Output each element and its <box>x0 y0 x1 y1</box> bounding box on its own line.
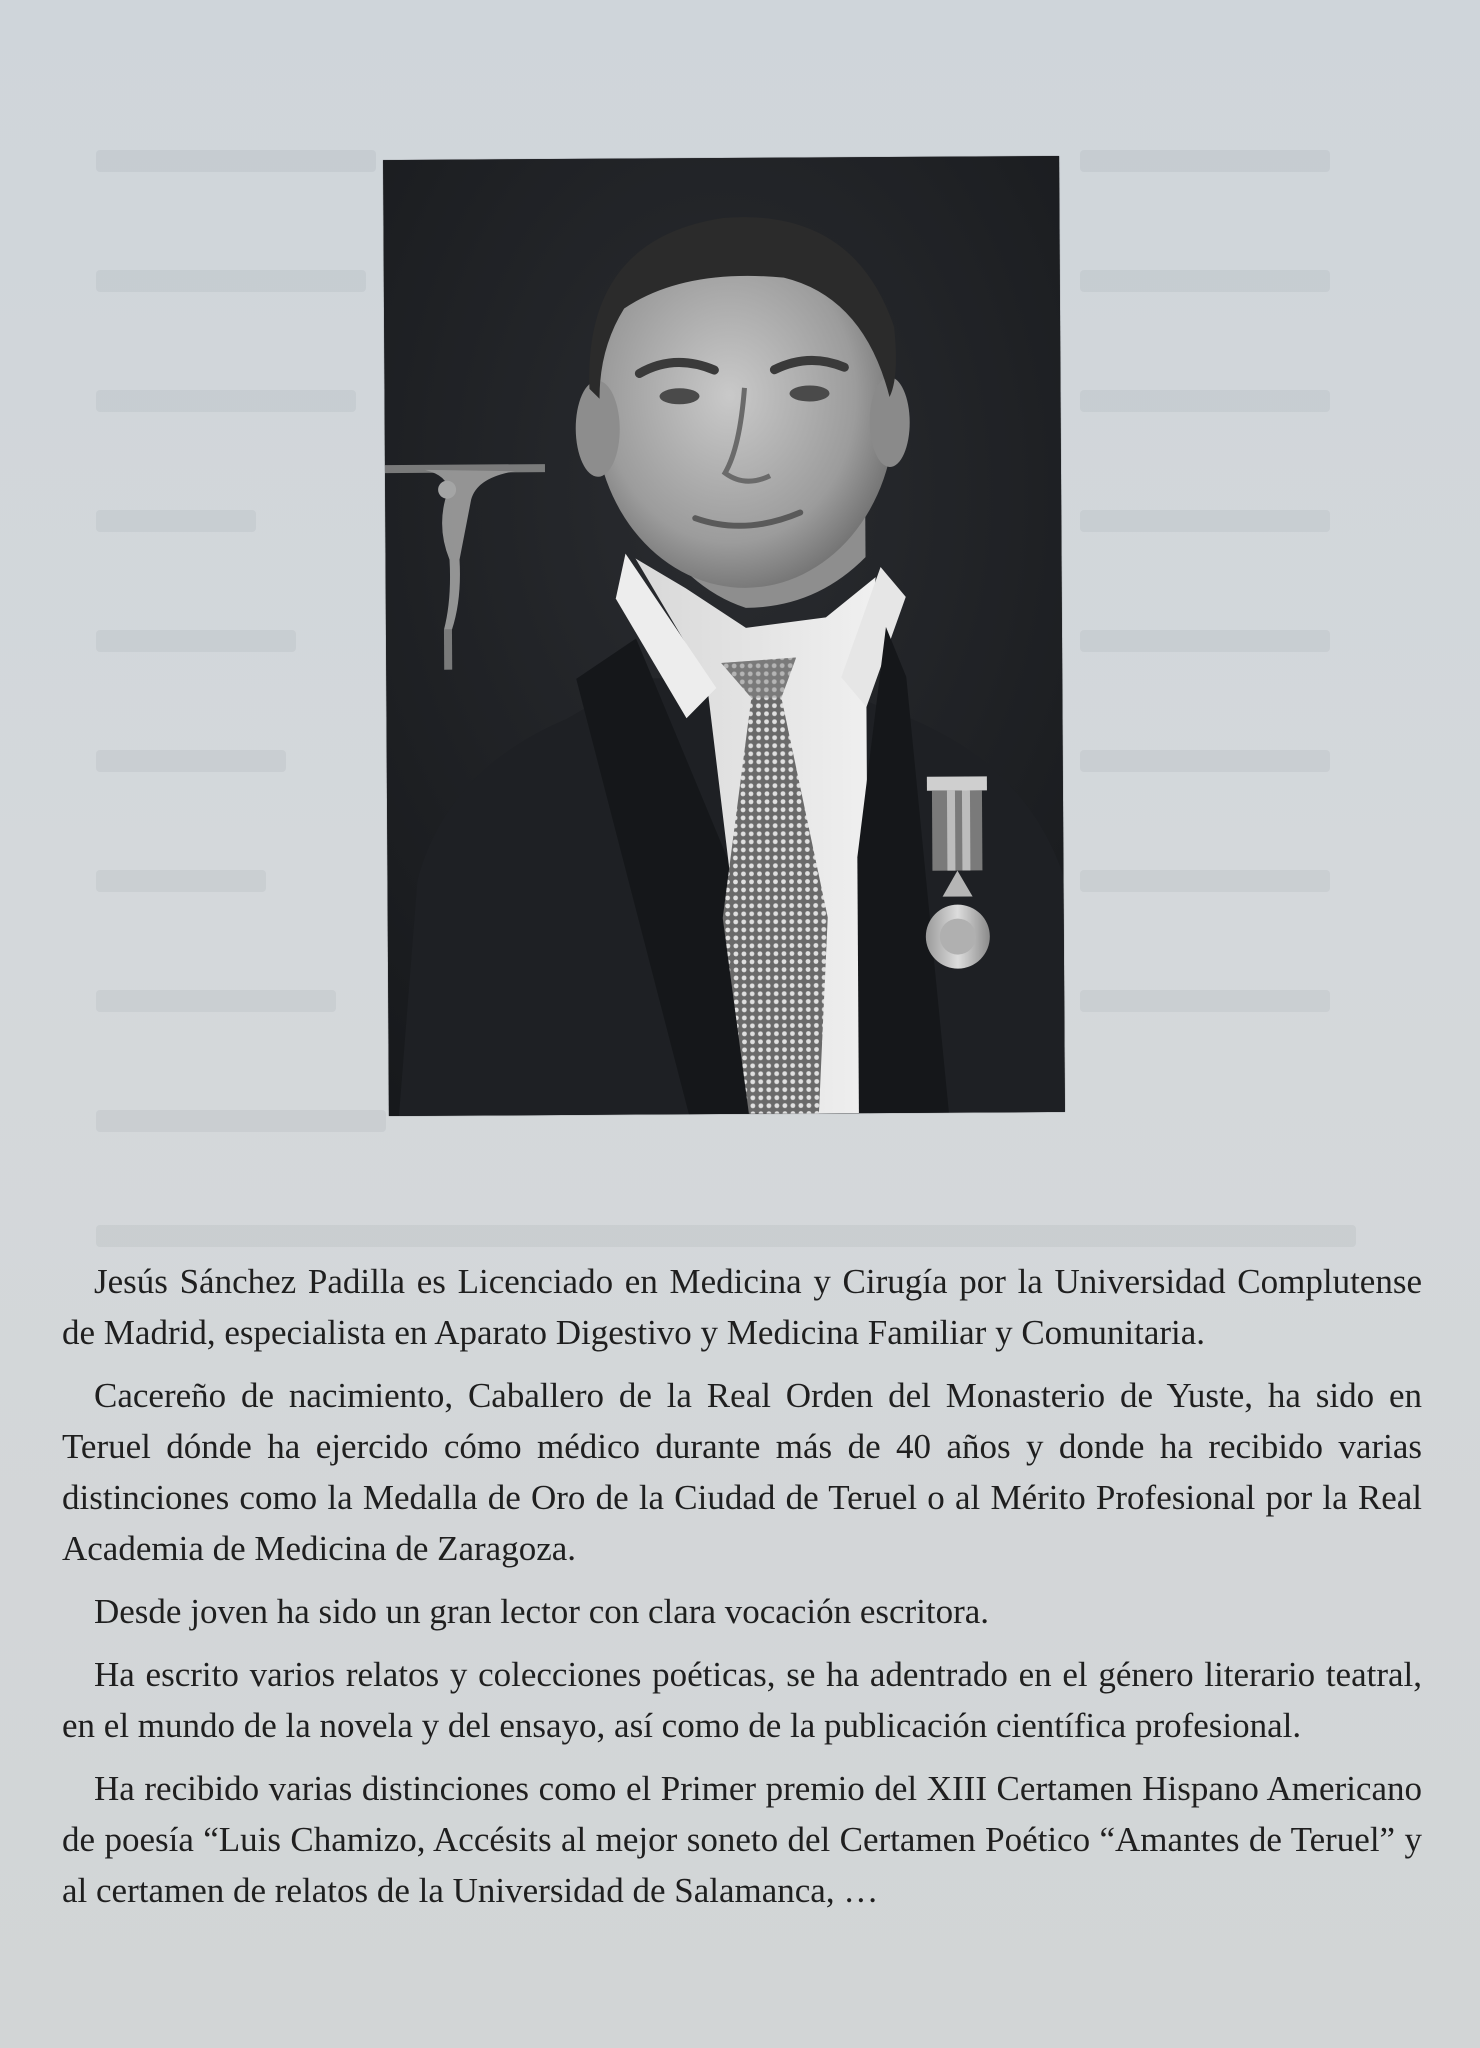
show-through-line <box>96 990 336 1012</box>
show-through-line <box>1080 150 1330 172</box>
portrait-icon <box>383 156 1065 1116</box>
author-portrait-photo <box>383 156 1065 1116</box>
bio-paragraph: Cacereño de nacimiento, Caballero de la Real Orden del Monasterio de Yuste, ha sido en Teruel dónde ha ejercido cómo médico durante más de 40 años y donde ha recibido varias distinciones como la Medalla de Oro de la Ciudad de Teruel o al Mérito Profesional por la Real Academia de Medicina de Zaragoza. <box>62 1376 1422 1568</box>
show-through-line <box>96 870 266 892</box>
show-through-line <box>1080 390 1330 412</box>
show-through-line <box>1080 750 1330 772</box>
bio-paragraph: Desde joven ha sido un gran lector con clara vocación escritora. <box>94 1592 990 1631</box>
show-through-line <box>96 390 356 412</box>
show-through-line <box>1080 270 1330 292</box>
show-through-line <box>96 750 286 772</box>
bio-paragraph: Jesús Sánchez Padilla es Licenciado en Medicina y Cirugía por la Universidad Complutense de Madrid, especialista en Aparato Digestivo y Medicina Familiar y Comunitaria. <box>62 1262 1422 1352</box>
show-through-line <box>96 150 376 172</box>
show-through-line <box>96 630 296 652</box>
show-through-line <box>1080 990 1330 1012</box>
show-through-line <box>1080 870 1330 892</box>
show-through-line <box>1080 630 1330 652</box>
show-through-line <box>96 1225 1356 1247</box>
author-biography <box>62 1256 1422 1928</box>
show-through-line <box>1080 510 1330 532</box>
bio-paragraph: Ha escrito varios relatos y colecciones poéticas, se ha adentrado en el género literario teatral, en el mundo de la novela y del ensayo, así como de la publicación científica profesional. <box>62 1655 1422 1745</box>
show-through-line <box>96 270 366 292</box>
bio-paragraph: Ha recibido varias distinciones como el Primer premio del XIII Certamen Hispano Americano de poesía “Luis Chamizo, Accésits al mejor soneto del Certamen Poético “Amantes de Teruel” y al certamen de relatos de la Universidad de Salamanca, … <box>62 1769 1422 1910</box>
show-through-line <box>96 1110 386 1132</box>
show-through-line <box>96 510 256 532</box>
